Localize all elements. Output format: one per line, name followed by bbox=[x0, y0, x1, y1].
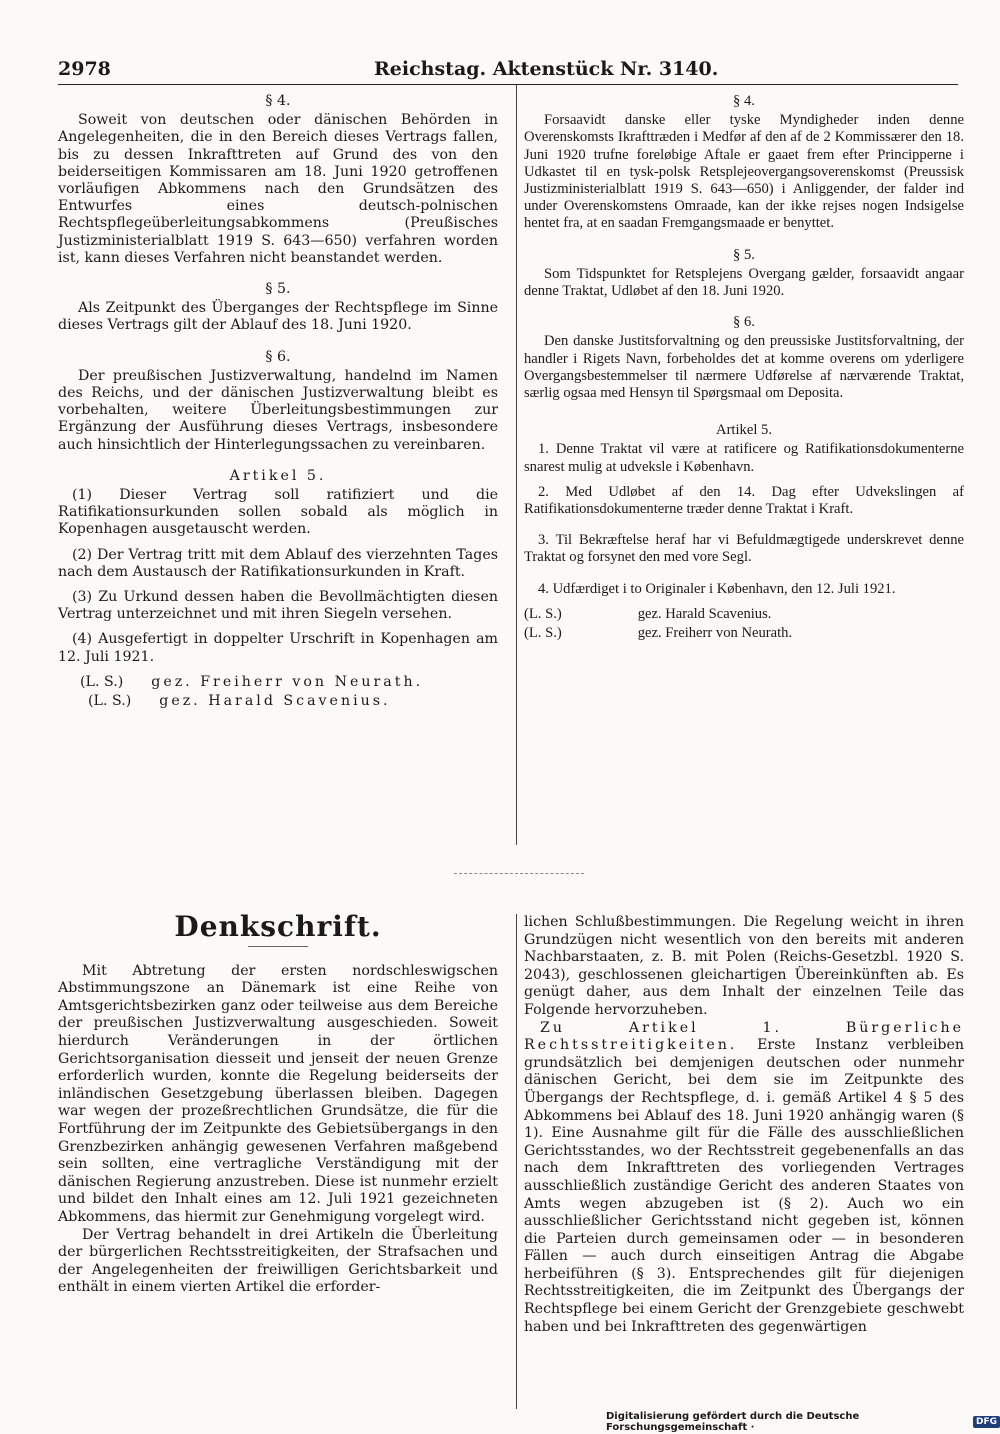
section-heading: § 4. bbox=[265, 93, 291, 109]
article-clause: (3) Zu Urkund dessen haben die Bevollmächtigten diesen Vertrag unterzeichnet und mit ihren Siegeln versehen. bbox=[58, 589, 498, 623]
section-text: Forsaavidt danske eller tyske Myndigheder inden denne Overenskomsts Ikrafttræden i Medfør af den af de 2 Kommissærer den 18. Juni 1920 trufne foreløbige Aftale er gaaet frem efter Principperne i Udkastet til en tysk-polsk Retsplejeovergangsoverenskomst (Preussisk Justizministerialblatt 1919 S. 643—650) i Anliggender, der falder ind under Overenskomstens Omraade, kan der ikke rejses nogen Indsigelse hentet fra, at en saadan Fremgangsmaade er benyttet. bbox=[524, 112, 964, 232]
digitization-footer bbox=[606, 1411, 1000, 1433]
denkschrift-right-column bbox=[524, 914, 964, 1336]
section-separator bbox=[454, 873, 584, 874]
signature-name: gez. Freiherr von Neurath. bbox=[151, 673, 424, 690]
section-text: Der preußischen Justizverwaltung, handelnd im Namen des Reichs, und der dänischen Justizverwaltung bleibt es vorbehalten, weitere Überleitungsbestimmungen zur Ergänzung der Ausführung dieses Vertrags, insbesondere auch hinsichtlich der Hinterlegungssachen zu vereinbaren. bbox=[58, 367, 498, 453]
signature-line bbox=[524, 606, 964, 623]
signature-name: gez. Freiherr von Neurath. bbox=[637, 625, 793, 642]
paragraph: Mit Abtretung der ersten nordschleswigschen Abstimmungszone an Dänemark ist eine Reihe von Amtsgerichtsbezirken ganz oder teilweise aus dem Bereiche der preußischen Justizverwaltung ausgeschieden. Soweit hierdurch Veränderungen in der örtlichen Gerichtsorganisation diesseit und jenseit der neuen Grenze erforderlich wurden, konnte die Regelung beiderseits der inländischen Gesetzgebung überlassen bleiben. Dagegen war wegen der prozeßrechtlichen Grundsätze, die für die Fortführung der im Zeitpunkte des Gebietsübergangs in den Grenzbezirken anhängig gewesenen Verfahren maßgebend sein sollten, eine vertragliche Verständigung mit der dänischen Regierung anzustreben. Diese ist nunmehr erzielt und bildet den Inhalt eines am 12. Juli 1921 gezeichneten Abkommens, das hiermit zur Genehmigung vorgelegt wird. bbox=[58, 962, 498, 1225]
denkschrift-left-column bbox=[58, 910, 498, 1297]
signature-name: gez. Harald Scavenius. bbox=[637, 605, 772, 622]
article-clause: 1. Denne Traktat vil være at ratificere og Ratifikationsdokumenterne snarest mulig at udveksle i København. bbox=[524, 441, 964, 475]
seal-mark: (L. S.) bbox=[88, 693, 132, 710]
signature-line bbox=[58, 674, 498, 691]
section-heading: § 5. bbox=[265, 281, 291, 298]
page-title: Reichstag. Aktenstück Nr. 3140. bbox=[374, 58, 719, 80]
article-heading: Artikel 5. bbox=[229, 467, 327, 484]
dfg-logo-icon: DFG bbox=[973, 1416, 1000, 1428]
signature-name: gez. Harald Scavenius. bbox=[159, 693, 391, 710]
seal-mark: (L. S.) bbox=[524, 625, 562, 642]
article-clause: 3. Til Bekræftelse heraf har vi Befuldmægtigede underskrevet denne Traktat og forsynet den med vore Segl. bbox=[524, 532, 964, 566]
section-heading: § 5. bbox=[733, 246, 755, 263]
section-text: Soweit von deutschen oder dänischen Behörden in Angelegenheiten, die in den Bereich dieses Vertrags fallen, bis zu dessen Inkrafttreten auf Grund des von den beiderseitigen Kommissaren am 18. Juni 1920 getroffenen vorläufigen Abkommens nach den Grundsätzen des Entwurfes eines deutsch-polnischen Rechtspflegeüberleitungsabkommens (Preußisches Justizministerialblatt 1919 S. 643—650) verfahren worden ist, kann dieses Verfahren nicht beanstandet werden. bbox=[58, 112, 498, 266]
column-divider bbox=[516, 85, 517, 845]
signature-line bbox=[58, 693, 498, 710]
page-number: 2978 bbox=[58, 58, 111, 80]
danish-column bbox=[524, 93, 964, 644]
german-column bbox=[58, 93, 498, 712]
seal-mark: (L. S.) bbox=[80, 673, 124, 690]
section-heading: § 4. bbox=[733, 93, 755, 109]
denkschrift-title: Denkschrift. bbox=[174, 910, 382, 943]
article-lead: Zu Artikel 1. Bürgerliche Rechtsstreitigkeiten. bbox=[524, 1019, 964, 1054]
article-clause: 4. Udfærdiget i to Originaler i København, den 12. Juli 1921. bbox=[538, 580, 896, 597]
signature-line bbox=[524, 625, 964, 642]
section-text: Som Tidspunktet for Retsplejens Overgang gælder, forsaavidt angaar denne Traktat, Udløbet af den 18. Juni 1920. bbox=[524, 265, 964, 300]
article-clause: (2) Der Vertrag tritt mit dem Ablauf des vierzehnten Tages nach dem Austausch der Ratifikationsurkunden in Kraft. bbox=[58, 546, 498, 580]
section-text: Den danske Justitsforvaltning og den preussiske Justitsforvaltning, der handler i Rigets Navn, forbeholdes det at komme overens om yderligere Overgangsbestemmelser til nærmere Udførelse af nærværende Traktat, særlig ogsaa med Hensyn til Spørgsmaal om Deposita. bbox=[524, 333, 964, 402]
article-heading: Artikel 5. bbox=[716, 422, 772, 439]
section-heading: § 6. bbox=[733, 314, 755, 331]
paragraph-body: Erste Instanz verbleiben grundsätzlich bei demjenigen deutschen oder nunmehr dänischen Gericht, bei dem sie im Zeitpunkte des Übergangs der Rechtspflege, d. i. gemäß Artikel 4 § 5 des Abkommens bei Ablauf des 18. Juni 1920 anhängig waren (§ 1). Eine Ausnahme gilt für die Fälle des ausschließlichen Gerichtsstandes, wo der Rechtsstreit gegebenenfalls an das nach dem Inkrafttreten des vorliegenden Vertrages ausschließlich zuständige Gericht des anderen Staates von Amts wegen abzugeben ist (§ 2). Auch wo ein ausschließlicher Gerichtsstand nicht gegeben ist, können die Parteien durch gemeinsamen oder — in besonderen Fällen — auch durch einseitigen Antrag die Abgabe herbeiführen (§ 3). Entsprechendes gilt für diejenigen Rechtsstreitigkeiten, die im Zeitpunkt des Übergangs der Rechtspflege bei einem Gericht der Grenzgebiete geschwebt haben und bei Inkrafttreten des gegenwärtigen bbox=[524, 1037, 964, 1335]
section-heading: § 6. bbox=[265, 348, 291, 365]
seal-mark: (L. S.) bbox=[524, 605, 562, 622]
article-clause: 2. Med Udløbet af den 14. Dag efter Udvekslingen af Ratifikationsdokumenterne træder denne Traktat i Kraft. bbox=[524, 483, 964, 518]
article-clause: (4) Ausgefertigt in doppelter Urschrift in Kopenhagen am 12. Juli 1921. bbox=[58, 631, 498, 665]
section-text: Als Zeitpunkt des Überganges der Rechtspflege im Sinne dieses Vertrags gilt der Ablauf des 18. Juni 1920. bbox=[58, 300, 498, 334]
document-page bbox=[58, 58, 964, 1335]
article-clause: (1) Dieser Vertrag soll ratifiziert und die Ratifikationsurkunden sollen sobald als möglich in Kopenhagen ausgetauscht werden. bbox=[58, 487, 498, 538]
footer-text: Digitalisierung gefördert durch die Deutsche Forschungsgemeinschaft · bbox=[606, 1411, 860, 1433]
paragraph: lichen Schlußbestimmungen. Die Regelung weicht in ihren Grundzügen nicht wesentlich von den bereits mit anderen Nachbarstaaten, z. B. mit Polen (Reichs-Gesetzbl. 1920 S. 2043), geschlossenen gleichartigen Übereinkünften ab. Es genügt daher, aus dem Inhalt der einzelnen Teile das Folgende hervorzuheben. bbox=[524, 914, 964, 1018]
paragraph bbox=[524, 1020, 964, 1337]
paragraph: Der Vertrag behandelt in drei Artikeln die Überleitung der bürgerlichen Rechtsstreitigkeiten, der Strafsachen und der Angelegenheiten der freiwilligen Gerichtsbarkeit und enthält in einem vierten Artikel die erforder- bbox=[58, 1226, 498, 1296]
title-rule bbox=[248, 946, 308, 947]
page-header bbox=[58, 58, 958, 85]
column-divider bbox=[516, 914, 517, 1409]
